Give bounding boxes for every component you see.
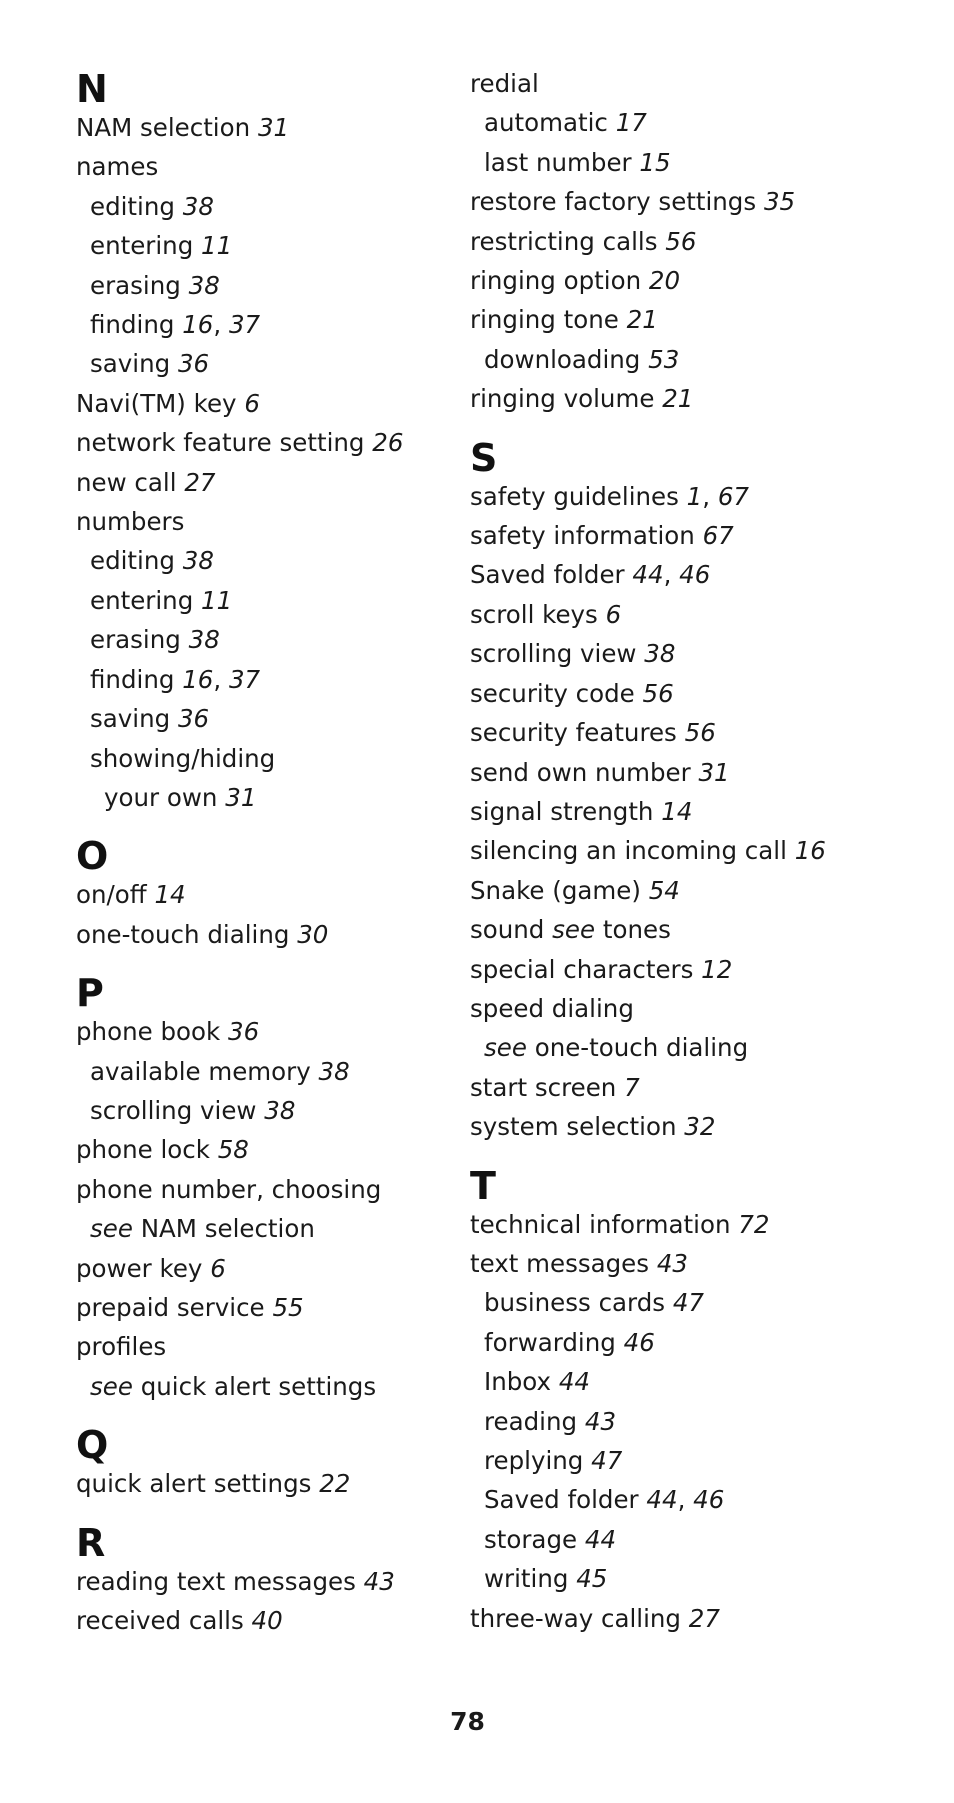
section-letter: R <box>76 1520 106 1565</box>
index-subentry <box>470 1441 910 1480</box>
index-subentry <box>470 1362 910 1401</box>
index-entry <box>76 423 516 462</box>
index-subentry <box>76 1209 516 1248</box>
page-reference: 36 <box>177 349 210 379</box>
index-subentry <box>76 620 516 659</box>
entry-term: ringing tone <box>470 305 619 335</box>
page-reference: 43 <box>656 1248 688 1278</box>
index-subentry <box>76 226 516 265</box>
page-reference: 56 <box>665 226 697 256</box>
index-entry <box>470 222 910 261</box>
entry-term: send own number <box>470 757 691 787</box>
index-section <box>76 64 516 817</box>
index-section <box>76 1518 516 1641</box>
index-subentry <box>76 344 516 383</box>
entry-term: one-touch dialing <box>534 1033 749 1063</box>
index-section <box>470 433 910 1147</box>
page-reference: 37 <box>228 664 261 694</box>
entry-term: downloading <box>484 344 641 374</box>
page-reference: 46 <box>693 1485 725 1515</box>
index-entry: Saved folder 44, 46 <box>470 560 711 590</box>
entry-term: showing/hiding <box>90 743 276 773</box>
index-entry <box>470 300 910 339</box>
index-entry <box>76 108 516 147</box>
entry-term: safety information <box>470 521 695 551</box>
index-subentry <box>470 1028 910 1067</box>
index-entry <box>470 595 910 634</box>
entry-term: quick alert settings <box>140 1371 377 1401</box>
page-reference: 21 <box>626 305 658 335</box>
index-subentry <box>76 266 516 305</box>
page-reference: 38 <box>182 546 214 576</box>
index-entry <box>470 379 910 418</box>
entry-term: scrolling view <box>470 639 637 669</box>
page-reference: 36 <box>227 1017 260 1047</box>
index-subentry <box>470 103 910 142</box>
index-entry <box>76 1327 516 1366</box>
page-reference: 72 <box>738 1209 770 1239</box>
section-letter: S <box>470 435 498 480</box>
entry-term: Saved folder <box>484 1485 639 1515</box>
page-reference: 44 <box>584 1524 617 1554</box>
index-entry <box>76 1012 516 1051</box>
page-reference: 11 <box>201 231 233 261</box>
page-number: 78 <box>450 1707 485 1736</box>
entry-term: NAM selection <box>140 1214 315 1244</box>
page-reference: 6 <box>210 1253 226 1283</box>
index-subentry <box>470 1520 910 1559</box>
entry-term: Snake (game) <box>470 875 641 905</box>
page-reference: 44 <box>646 1485 678 1515</box>
page-reference: 14 <box>154 880 186 910</box>
page-reference: 16 <box>794 836 826 866</box>
see-reference-label: see <box>484 1033 527 1063</box>
entry-term: on/off <box>76 880 147 910</box>
page-reference: 56 <box>642 678 674 708</box>
entry-term: writing <box>484 1564 569 1594</box>
page-reference: 32 <box>684 1112 716 1142</box>
entry-term: received calls <box>76 1606 244 1635</box>
page-reference: 20 <box>648 266 681 296</box>
entry-term: reading <box>484 1406 578 1436</box>
index-entry <box>76 915 516 954</box>
page-reference: 38 <box>188 270 220 300</box>
entry-term: Saved folder <box>470 560 625 590</box>
index-subentry <box>76 541 516 580</box>
entry-term: business cards <box>484 1288 666 1318</box>
index-entry <box>470 1205 910 1244</box>
index-column-left <box>76 64 516 1654</box>
index-column-right <box>470 64 910 1652</box>
see-reference-label: see <box>552 915 596 945</box>
entry-term: forwarding <box>484 1327 616 1357</box>
entry-term: one-touch dialing <box>76 919 290 949</box>
index-entry <box>76 1170 516 1209</box>
index-entry <box>76 1464 516 1503</box>
page-reference: 6 <box>605 599 622 629</box>
entry-term: sound <box>470 915 545 945</box>
entry-term: entering <box>90 585 194 615</box>
entry-term: profiles <box>76 1332 167 1362</box>
page-reference: 15 <box>639 147 671 177</box>
page-reference: 53 <box>648 344 680 374</box>
index-section <box>470 64 910 419</box>
entry-term: technical information <box>470 1209 731 1239</box>
page-reference: 37 <box>228 310 261 340</box>
index-entry <box>470 1068 910 1107</box>
index-subentry <box>76 1052 516 1091</box>
index-entry: safety guidelines 1, 67 <box>470 481 750 511</box>
entry-term: saving <box>90 704 171 734</box>
entry-term: numbers <box>76 507 185 537</box>
page-reference: 44 <box>632 560 664 590</box>
page-reference: 27 <box>184 467 216 497</box>
page-reference: 38 <box>188 625 220 655</box>
page-reference: 7 <box>624 1072 640 1102</box>
entry-term: scroll keys <box>470 599 598 629</box>
index-subentry <box>76 699 516 738</box>
entry-term: erasing <box>90 270 181 300</box>
page-reference: 31 <box>257 113 290 142</box>
page-reference: 43 <box>363 1566 395 1596</box>
index-entry <box>470 634 910 673</box>
index-entry <box>76 147 516 186</box>
index-section <box>76 831 516 954</box>
section-letter: O <box>76 834 109 879</box>
index-entry <box>470 831 910 870</box>
page-reference: 38 <box>318 1056 350 1086</box>
entry-term: special characters <box>470 954 694 984</box>
page-reference: 21 <box>662 384 694 414</box>
index-section <box>76 1420 516 1503</box>
page-reference: 43 <box>584 1406 617 1436</box>
entry-term: text messages <box>470 1248 650 1278</box>
index-entry <box>76 1130 516 1169</box>
entry-term: NAM selection <box>76 113 251 142</box>
index-entry <box>76 502 516 541</box>
index-subentry: finding 16, 37 <box>90 664 261 694</box>
entry-term: available memory <box>90 1056 311 1086</box>
index-entry <box>470 950 910 989</box>
page-reference: 30 <box>297 919 329 949</box>
entry-term: your own <box>104 782 218 812</box>
entry-term: signal strength <box>470 796 654 826</box>
index-subentry <box>76 581 516 620</box>
index-section <box>470 1161 910 1638</box>
entry-term: silencing an incoming call <box>470 836 787 866</box>
index-subentry <box>76 778 516 817</box>
index-entry <box>76 1562 516 1601</box>
index-entry <box>470 1599 910 1638</box>
page-reference: 46 <box>623 1327 655 1357</box>
entry-term: editing <box>90 191 175 221</box>
index-entry <box>470 713 910 752</box>
index-subentry <box>470 340 910 379</box>
page-reference: 55 <box>272 1292 304 1322</box>
page-reference: 44 <box>558 1367 591 1397</box>
section-letter: Q <box>76 1423 109 1468</box>
page-reference: 1 <box>686 481 703 511</box>
index-subentry <box>76 187 516 226</box>
page-reference: 14 <box>661 796 693 826</box>
entry-term: names <box>76 152 159 182</box>
page-reference: 6 <box>244 388 260 418</box>
section-letter: P <box>76 971 104 1016</box>
entry-term: reading text messages <box>76 1566 356 1596</box>
entry-term: restore factory settings <box>470 187 757 217</box>
see-reference-target: tones <box>602 915 671 945</box>
index-entry <box>470 871 910 910</box>
index-entry <box>76 1249 516 1288</box>
index-subentry <box>470 1559 910 1598</box>
page-reference: 38 <box>182 191 214 221</box>
entry-term: start screen <box>470 1072 617 1102</box>
index-entry <box>470 261 910 300</box>
index-entry <box>76 875 516 914</box>
page-reference: 67 <box>717 481 750 511</box>
index-entry <box>470 182 910 221</box>
page-reference: 31 <box>225 782 257 812</box>
index-subentry <box>76 1367 516 1406</box>
entry-term: Inbox <box>484 1367 552 1397</box>
page-reference: 40 <box>251 1606 283 1635</box>
entry-term: replying <box>484 1446 584 1475</box>
page-reference: 35 <box>763 187 796 217</box>
page-reference: 16 <box>182 310 214 340</box>
see-reference-label: see <box>90 1371 133 1401</box>
entry-term: phone number, choosing <box>76 1174 382 1204</box>
entry-term: ringing volume <box>470 384 655 414</box>
page-reference: 45 <box>576 1564 608 1594</box>
entry-term: saving <box>90 349 171 379</box>
section-letter: T <box>470 1163 496 1208</box>
entry-term: safety guidelines <box>470 481 679 511</box>
page-reference: 38 <box>264 1095 296 1125</box>
entry-term: system selection <box>470 1112 677 1142</box>
page-reference: 58 <box>217 1135 249 1165</box>
index-entry <box>76 1288 516 1327</box>
index-entry <box>76 384 516 423</box>
entry-term: new call <box>76 467 177 497</box>
entry-term: finding <box>90 664 175 694</box>
page-reference: 38 <box>644 639 676 669</box>
entry-term: security code <box>470 678 635 708</box>
page-reference: 11 <box>201 585 233 615</box>
page-reference: 12 <box>701 954 733 984</box>
entry-term: finding <box>90 310 175 340</box>
index-entry <box>470 1244 910 1283</box>
entry-term: speed dialing <box>470 993 634 1023</box>
page-reference: 22 <box>319 1469 351 1499</box>
entry-term: editing <box>90 546 175 576</box>
entry-term: security features <box>470 718 677 748</box>
page-reference: 56 <box>684 718 716 748</box>
entry-term: Navi(TM) key <box>76 388 237 418</box>
page-reference: 16 <box>182 664 214 694</box>
index-entry <box>470 910 910 949</box>
section-letter: N <box>76 67 108 111</box>
page-reference: 54 <box>648 875 680 905</box>
index-subentry <box>470 143 910 182</box>
index-entry <box>470 516 910 555</box>
index-subentry <box>470 1323 910 1362</box>
entry-term: phone lock <box>76 1135 210 1165</box>
entry-term: erasing <box>90 625 181 655</box>
page-reference: 67 <box>702 521 734 551</box>
entry-term: storage <box>484 1524 578 1554</box>
entry-term: ringing option <box>470 266 642 296</box>
page-reference: 31 <box>698 757 730 787</box>
index-entry <box>76 463 516 502</box>
index-entry <box>470 792 910 831</box>
page-reference: 17 <box>615 108 647 138</box>
entry-term: network feature setting <box>76 428 365 458</box>
page-reference: 47 <box>672 1288 704 1318</box>
entry-term: automatic <box>484 108 608 138</box>
entry-term: last number <box>484 147 632 177</box>
index-entry <box>76 1601 516 1640</box>
entry-term: prepaid service <box>76 1292 265 1322</box>
index-entry <box>470 753 910 792</box>
entry-term: quick alert settings <box>76 1469 312 1499</box>
page-reference: 36 <box>177 704 210 734</box>
entry-term: restricting calls <box>470 226 658 256</box>
entry-term: phone book <box>76 1017 221 1047</box>
index-entry <box>470 989 910 1028</box>
index-entry <box>470 64 910 103</box>
index-subentry <box>76 1091 516 1130</box>
page-reference: 46 <box>679 560 711 590</box>
index-entry <box>470 1107 910 1146</box>
page-reference: 26 <box>372 428 404 458</box>
index-subentry <box>470 1283 910 1322</box>
index-entry <box>470 674 910 713</box>
entry-term: scrolling view <box>90 1095 257 1125</box>
entry-term: entering <box>90 231 194 261</box>
page-reference: 47 <box>591 1446 623 1475</box>
index-subentry <box>470 1402 910 1441</box>
index-subentry: finding 16, 37 <box>90 310 261 340</box>
entry-term: three-way calling <box>470 1603 681 1633</box>
entry-term: redial <box>470 69 539 98</box>
index-subentry <box>76 739 516 778</box>
index-section <box>76 968 516 1406</box>
entry-term: power key <box>76 1253 203 1283</box>
see-reference-label: see <box>90 1214 133 1244</box>
index-subentry: Saved folder 44, 46 <box>484 1485 725 1515</box>
page-reference: 27 <box>688 1603 720 1633</box>
